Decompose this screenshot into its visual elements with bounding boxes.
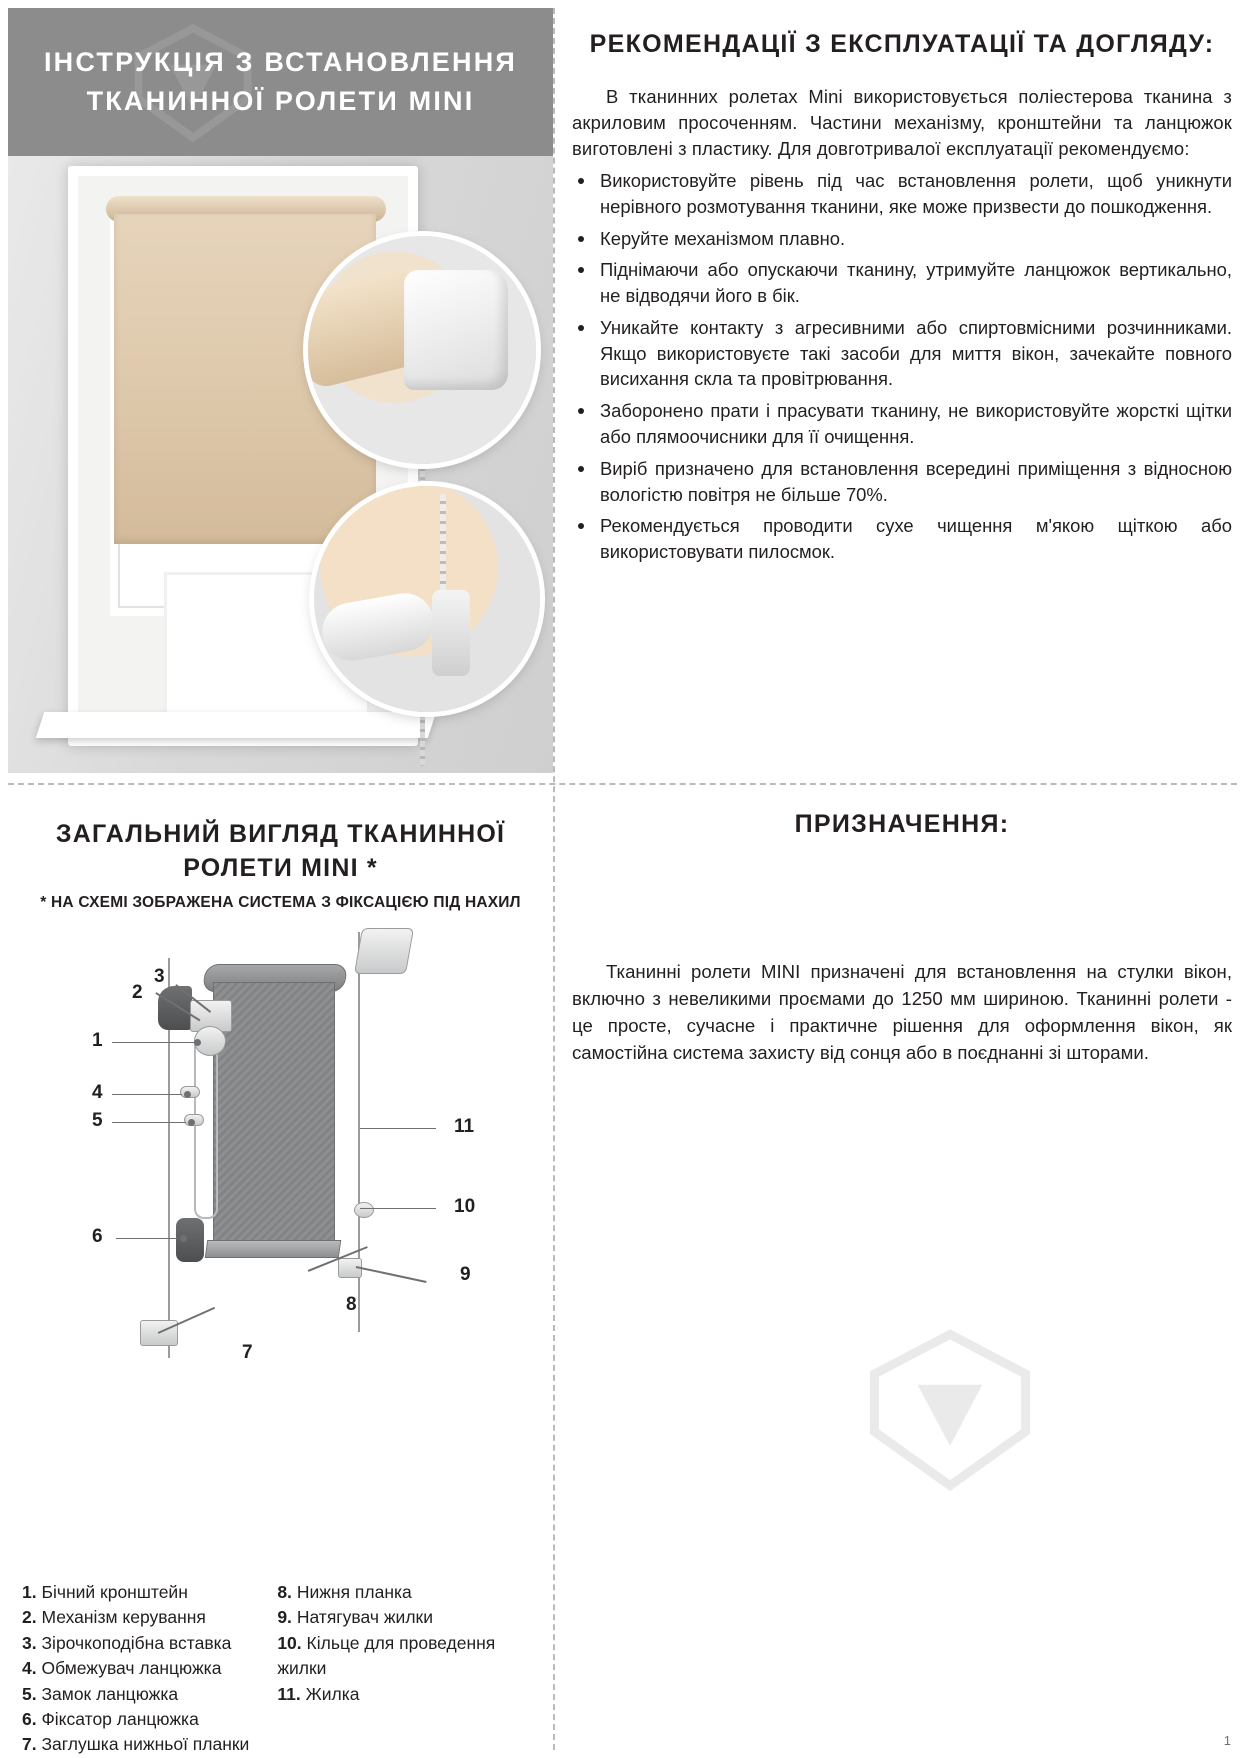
diagram-number-9: 9 xyxy=(460,1263,471,1285)
leader-line xyxy=(112,1122,186,1124)
legend-item-label: Фіксатор ланцюжка xyxy=(41,1708,199,1729)
horizontal-divider xyxy=(8,783,1237,785)
callout-endcap xyxy=(318,589,438,666)
legend-item-number: 7. xyxy=(22,1734,37,1755)
legend-item-number: 4. xyxy=(22,1658,37,1679)
care-bullet: Піднімаючи або опускаючи тканину, утримуйте ланцюжок вертикально, не відводячи його в бік. xyxy=(572,257,1232,309)
purpose-section-title: ПРИЗНАЧЕННЯ: xyxy=(794,810,1010,838)
legend-item-label: Обмежувач ланцюжка xyxy=(41,1658,222,1679)
overview-legend xyxy=(22,1580,542,1758)
care-bullet: Уникайте контакту з агресивними або спиртовмісними розчинниками. Якщо використовуєте такі засоби для миття вікон, зачекайте повного висихання скла та провітрювання. xyxy=(572,315,1232,392)
legend-item xyxy=(22,1656,249,1681)
legend-item-label: Бічний кронштейн xyxy=(41,1582,188,1602)
diagram-cord-ring xyxy=(354,1202,374,1218)
legend-item xyxy=(22,1707,249,1732)
leader-dot xyxy=(180,1235,187,1242)
legend-item-label: Зірочкоподібна вставка xyxy=(41,1632,232,1653)
legend-item xyxy=(22,1631,249,1656)
legend-item xyxy=(22,1732,249,1757)
leader-dot xyxy=(188,1119,195,1126)
legend-column-2 xyxy=(277,1580,542,1758)
care-section-title: РЕКОМЕНДАЦІЇ З ЕКСПЛУАТАЦІЇ ТА ДОГЛЯДУ: xyxy=(589,30,1215,58)
legend-item-label: Натягувач жилки xyxy=(296,1607,433,1628)
overview-diagram xyxy=(8,922,553,1392)
diagram-number-1: 1 xyxy=(92,1029,103,1051)
diagram-number-5: 5 xyxy=(92,1109,103,1131)
legend-item-number: 8. xyxy=(277,1582,292,1602)
page-number: 1 xyxy=(1223,1733,1231,1748)
care-bullet-list xyxy=(572,168,1232,565)
callout-bracket-detail xyxy=(308,236,536,464)
legend-item xyxy=(277,1631,542,1682)
care-bullet: Використовуйте рівень під час встановлення ролети, щоб уникнути нерівного розмотування тканини, яке може призвести до пошкодження. xyxy=(572,168,1232,220)
legend-item xyxy=(277,1580,542,1605)
legend-item-number: 2. xyxy=(22,1607,37,1628)
leader-line xyxy=(112,1042,198,1044)
callout-chain-lock-detail xyxy=(314,486,540,712)
purpose-section-text: Тканинні ролети MINI призначені для встановлення на стулки вікон, включно з невеликими проємами до 1250 мм шириною. Тканинні ролети - це просте, сучасне і практичне рішення для оформлення вікон, як самостійна система захисту від сонця або в поєднанні зі шторами. xyxy=(572,961,1232,1063)
legend-item-label: Замок ланцюжка xyxy=(41,1683,179,1704)
leader-dot xyxy=(184,1091,191,1098)
legend-item-label: Заглушка нижньої планки xyxy=(41,1734,250,1755)
vertical-divider xyxy=(553,8,555,1750)
leader-dot xyxy=(194,1039,201,1046)
purpose-section xyxy=(572,810,1232,1067)
legend-item-number: 3. xyxy=(22,1632,37,1653)
callout-chain-lock xyxy=(432,590,470,676)
leader-line xyxy=(360,1128,436,1130)
diagram-bottom-bar xyxy=(205,1240,342,1258)
care-bullet: Керуйте механізмом плавно. xyxy=(572,226,1232,252)
diagram-number-2: 2 xyxy=(132,981,143,1003)
legend-item xyxy=(22,1682,249,1707)
window-sill xyxy=(36,712,436,738)
care-section-intro: В тканинних ролетах Mini використовується поліестерова тканина з акриловим просоченням. Частини механізму, кронштейни та ланцюжок виготовлені з пластику. Для довготривалої експлуатації рекомендуємо: xyxy=(572,85,1232,159)
legend-item xyxy=(22,1605,249,1630)
care-bullet: Заборонено прати і прасувати тканину, не використовуйте жорсткі щітки або плямоочисники для її очищення. xyxy=(572,398,1232,450)
legend-item-label: Жилка xyxy=(305,1683,360,1704)
diagram-number-8: 8 xyxy=(346,1293,357,1315)
legend-item xyxy=(22,1580,249,1605)
install-section-header xyxy=(8,8,553,156)
overview-section-title: ЗАГАЛЬНИЙ ВИГЛЯД ТКАНИННОЇ РОЛЕТИ MINI * xyxy=(55,820,506,882)
leader-line xyxy=(116,1238,178,1240)
diagram-number-4: 4 xyxy=(92,1081,103,1103)
legend-column-1 xyxy=(22,1580,249,1758)
leader-line xyxy=(112,1094,182,1096)
legend-item-number: 11. xyxy=(277,1683,301,1704)
callout-bracket xyxy=(404,270,508,390)
overview-section-note: * НА СХЕМІ ЗОБРАЖЕНА СИСТЕМА З ФІКСАЦІЄЮ ПІД НАХИЛ xyxy=(40,893,521,911)
watermark-icon xyxy=(860,1320,1040,1505)
legend-item-number: 9. xyxy=(277,1607,292,1628)
install-section-title: ІНСТРУКЦІЯ З ВСТАНОВЛЕННЯ ТКАНИННОЇ РОЛЕТИ MINI xyxy=(43,46,518,116)
leader-line xyxy=(360,1208,436,1210)
care-bullet: Виріб призначено для встановлення всередині приміщення з відносною вологістю повітря не більше 70%. xyxy=(572,456,1232,508)
diagram-number-3: 3 xyxy=(154,965,165,987)
legend-item-label: Кільце для проведення жилки xyxy=(277,1632,496,1679)
diagram-number-6: 6 xyxy=(92,1225,103,1247)
callout-chain-beads xyxy=(440,494,446,604)
leader-line xyxy=(356,1266,427,1282)
install-illustration xyxy=(8,156,553,773)
legend-item-number: 5. xyxy=(22,1683,37,1704)
diagram-number-7: 7 xyxy=(242,1341,253,1363)
legend-item-number: 6. xyxy=(22,1708,37,1729)
care-bullet: Рекомендується проводити сухе чищення м'якою щіткою або використовувати пилосмок. xyxy=(572,513,1232,565)
legend-item-number: 1. xyxy=(22,1582,37,1602)
legend-item-label: Нижня планка xyxy=(296,1582,412,1602)
install-section xyxy=(8,8,553,773)
care-section xyxy=(572,28,1232,571)
diagram-number-11: 11 xyxy=(454,1115,475,1137)
diagram-top-fixture xyxy=(354,928,414,974)
diagram-number-10: 10 xyxy=(454,1195,476,1217)
legend-item-number: 10. xyxy=(277,1632,302,1653)
legend-item-label: Механізм керування xyxy=(41,1607,206,1628)
legend-item xyxy=(277,1605,542,1630)
legend-item xyxy=(277,1682,542,1707)
